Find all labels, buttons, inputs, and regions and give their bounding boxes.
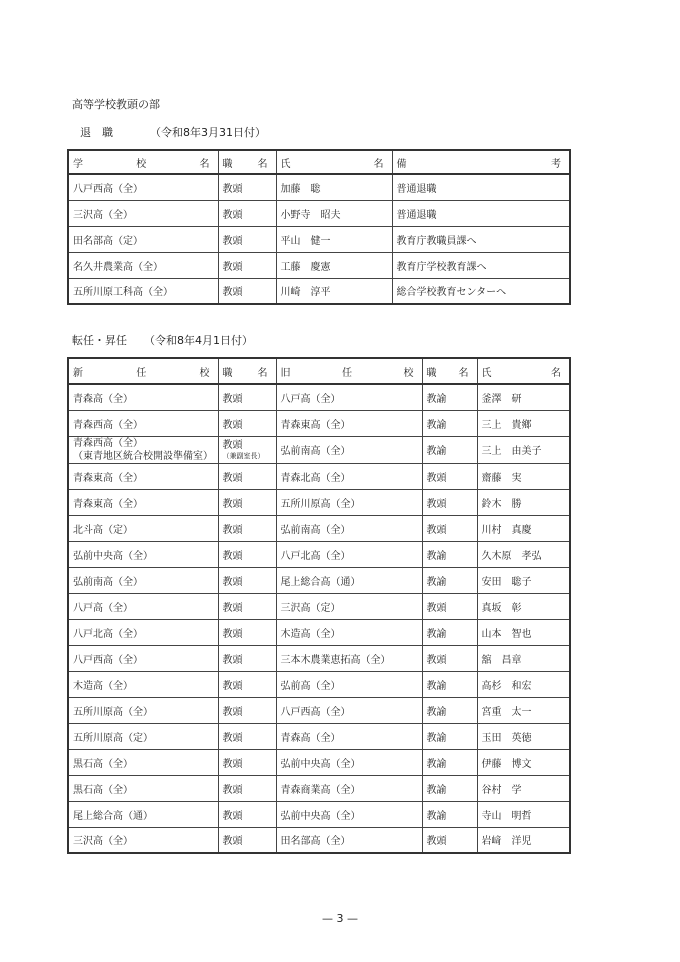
- new-school-cell: 黒石高（全）: [68, 775, 218, 801]
- remarks-cell: 普通退職: [392, 200, 570, 226]
- name-cell: 川村 真慶: [477, 515, 570, 541]
- school-cell: 名久井農業高（全）: [68, 252, 218, 278]
- remarks-cell: 普通退職: [392, 174, 570, 200]
- new-school-cell: 八戸高（全）: [68, 593, 218, 619]
- position-cell: 教頭: [218, 278, 276, 304]
- new-position-cell: 教頭: [218, 489, 276, 515]
- header-char: 名: [257, 367, 268, 379]
- school-cell: 三沢高（全）: [68, 200, 218, 226]
- old-position-cell: 教頭: [422, 463, 477, 489]
- table-row: [68, 174, 570, 200]
- new-position-cell: [218, 436, 276, 463]
- old-position-cell: 教諭: [422, 567, 477, 593]
- name-cell: 工藤 慶憲: [276, 252, 392, 278]
- table-row: [68, 697, 570, 723]
- new-position-cell: 教頭: [218, 410, 276, 436]
- table-header-row: [68, 150, 570, 174]
- table-row: [68, 593, 570, 619]
- old-position-cell: 教諭: [422, 436, 477, 463]
- header-char: 任: [342, 367, 352, 379]
- transfer-date: （令和8年4月1日付）: [144, 334, 253, 347]
- new-position-cell: 教頭: [218, 567, 276, 593]
- header-char: 名: [458, 367, 469, 379]
- new-position-cell-main: 教頭: [222, 439, 243, 451]
- old-position-cell: 教頭: [422, 515, 477, 541]
- position-cell: 教頭: [218, 174, 276, 200]
- old-school-cell: 弘前南高（全）: [276, 515, 422, 541]
- new-school-cell: 八戸北高（全）: [68, 619, 218, 645]
- old-school-cell: 田名部高（全）: [276, 827, 422, 853]
- old-position-cell: 教諭: [422, 775, 477, 801]
- old-school-cell: 弘前南高（全）: [276, 436, 422, 463]
- name-cell: 川崎 淳平: [276, 278, 392, 304]
- old-school-cell: 青森東高（全）: [276, 410, 422, 436]
- header-char: 名: [257, 158, 268, 170]
- new-school-cell: 五所川原高（全）: [68, 697, 218, 723]
- table-row: [68, 723, 570, 749]
- header-char: 氏: [481, 367, 492, 379]
- header-name: [276, 150, 392, 174]
- header-char: 名: [551, 367, 561, 379]
- header-char: 職: [222, 158, 233, 170]
- retirement-heading: 退 職: [80, 126, 113, 139]
- table-row: [68, 567, 570, 593]
- old-position-cell: 教諭: [422, 801, 477, 827]
- name-cell: 山本 智也: [477, 619, 570, 645]
- old-position-cell: 教頭: [422, 489, 477, 515]
- name-cell: 宮重 太一: [477, 697, 570, 723]
- transfer-heading: 転任・昇任: [72, 334, 127, 347]
- remarks-cell: 教育庁教職員課へ: [392, 226, 570, 252]
- old-position-cell: 教諭: [422, 723, 477, 749]
- new-school-cell: 五所川原高（定）: [68, 723, 218, 749]
- header-char: 旧: [280, 367, 291, 379]
- name-cell: 鈴木 勝: [477, 489, 570, 515]
- old-position-cell: 教諭: [422, 697, 477, 723]
- header-position: [218, 150, 276, 174]
- remarks-cell: 総合学校教育センターへ: [392, 278, 570, 304]
- table-row: [68, 410, 570, 436]
- name-cell: 高杉 和宏: [477, 671, 570, 697]
- header-school: [68, 150, 218, 174]
- old-position-cell: 教頭: [422, 645, 477, 671]
- new-position-cell: 教頭: [218, 827, 276, 853]
- header-char: 職: [426, 367, 437, 379]
- name-cell: 寺山 明哲: [477, 801, 570, 827]
- section-title: 高等学校教頭の部: [72, 98, 160, 111]
- header-char: 校: [136, 158, 147, 170]
- name-cell: 真坂 彰: [477, 593, 570, 619]
- transfer-table: [67, 357, 571, 854]
- new-school-cell: 弘前中央高（全）: [68, 541, 218, 567]
- name-cell: 岩﨑 洋児: [477, 827, 570, 853]
- new-position-cell: 教頭: [218, 749, 276, 775]
- old-school-cell: 青森北高（全）: [276, 463, 422, 489]
- old-school-cell: 八戸西高（全）: [276, 697, 422, 723]
- table-row: [68, 801, 570, 827]
- new-school-cell: 八戸西高（全）: [68, 645, 218, 671]
- header-char: 職: [222, 367, 233, 379]
- old-position-cell: 教諭: [422, 541, 477, 567]
- header-remarks: [392, 150, 570, 174]
- name-cell: 釜澤 研: [477, 384, 570, 410]
- new-school-cell: 三沢高（全）: [68, 827, 218, 853]
- table-row: [68, 619, 570, 645]
- table-row: [68, 252, 570, 278]
- table-row: [68, 645, 570, 671]
- header-name: [477, 358, 570, 384]
- header-char: 校: [403, 367, 414, 379]
- old-school-cell: 尾上総合高（通）: [276, 567, 422, 593]
- header-char: 新: [73, 367, 83, 379]
- position-cell: 教頭: [218, 252, 276, 278]
- new-school-cell: 木造高（全）: [68, 671, 218, 697]
- school-cell: 五所川原工科高（全）: [68, 278, 218, 304]
- old-school-cell: 五所川原高（全）: [276, 489, 422, 515]
- header-old-position: [422, 358, 477, 384]
- name-cell: 安田 聡子: [477, 567, 570, 593]
- new-position-cell: 教頭: [218, 801, 276, 827]
- new-school-cell: 北斗高（定）: [68, 515, 218, 541]
- header-char: 校: [199, 367, 210, 379]
- table-row: [68, 384, 570, 410]
- retirement-date: （令和8年3月31日付）: [150, 126, 266, 139]
- new-position-cell: 教頭: [218, 463, 276, 489]
- new-position-cell: 教頭: [218, 619, 276, 645]
- header-old-school: [276, 358, 422, 384]
- name-cell: 谷村 学: [477, 775, 570, 801]
- school-cell: 田名部高（定）: [68, 226, 218, 252]
- old-school-cell: 弘前高（全）: [276, 671, 422, 697]
- new-school-cell: 青森西高（全）: [68, 410, 218, 436]
- position-note: （兼副室長）: [222, 451, 265, 460]
- new-position-cell: 教頭: [218, 541, 276, 567]
- old-school-cell: 青森高（全）: [276, 723, 422, 749]
- name-cell: 舘 昌章: [477, 645, 570, 671]
- new-position-cell: 教頭: [218, 671, 276, 697]
- school-note: （東青地区統合校開設準備室）: [73, 450, 213, 462]
- table-row: [68, 200, 570, 226]
- table-row: [68, 463, 570, 489]
- new-position-cell: 教頭: [218, 775, 276, 801]
- new-school-cell: 尾上総合高（通）: [68, 801, 218, 827]
- old-school-cell: 八戸高（全）: [276, 384, 422, 410]
- table-row: [68, 827, 570, 853]
- new-school-cell: 青森東高（全）: [68, 489, 218, 515]
- new-school-cell: 黒石高（全）: [68, 749, 218, 775]
- old-school-cell: 八戸北高（全）: [276, 541, 422, 567]
- remarks-cell: 教育庁学校教育課へ: [392, 252, 570, 278]
- new-school-cell: [68, 436, 218, 463]
- old-school-cell: 弘前中央高（全）: [276, 749, 422, 775]
- old-school-cell: 弘前中央高（全）: [276, 801, 422, 827]
- name-cell: 久木原 孝弘: [477, 541, 570, 567]
- old-school-cell: 青森商業高（全）: [276, 775, 422, 801]
- name-cell: 平山 健一: [276, 226, 392, 252]
- old-position-cell: 教諭: [422, 671, 477, 697]
- position-cell: 教頭: [218, 226, 276, 252]
- new-position-cell: 教頭: [218, 593, 276, 619]
- table-row: [68, 489, 570, 515]
- new-school-cell: 弘前南高（全）: [68, 567, 218, 593]
- name-cell: 伊藤 博文: [477, 749, 570, 775]
- table-row: [68, 541, 570, 567]
- name-cell: 齋藤 実: [477, 463, 570, 489]
- old-position-cell: 教諭: [422, 384, 477, 410]
- old-position-cell: 教頭: [422, 593, 477, 619]
- header-char: 氏: [280, 158, 291, 170]
- header-char: 学: [73, 158, 83, 170]
- header-new-position: [218, 358, 276, 384]
- name-cell: 三上 由美子: [477, 436, 570, 463]
- table-header-row: [68, 358, 570, 384]
- header-char: 名: [199, 158, 210, 170]
- new-position-cell: 教頭: [218, 645, 276, 671]
- name-cell: 玉田 英徳: [477, 723, 570, 749]
- name-cell: 小野寺 昭夫: [276, 200, 392, 226]
- page-number: — 3 —: [322, 912, 358, 925]
- new-school-cell: 青森東高（全）: [68, 463, 218, 489]
- new-position-cell: 教頭: [218, 515, 276, 541]
- new-position-cell: 教頭: [218, 384, 276, 410]
- old-school-cell: 三沢高（定）: [276, 593, 422, 619]
- new-position-cell: 教頭: [218, 723, 276, 749]
- new-position-cell: 教頭: [218, 697, 276, 723]
- name-cell: 三上 貴鄉: [477, 410, 570, 436]
- table-row: [68, 278, 570, 304]
- header-char: 考: [551, 158, 561, 170]
- old-position-cell: 教諭: [422, 619, 477, 645]
- table-row: [68, 226, 570, 252]
- new-school-cell: 青森高（全）: [68, 384, 218, 410]
- position-cell: 教頭: [218, 200, 276, 226]
- header-char: 名: [373, 158, 384, 170]
- old-school-cell: 三本木農業恵拓高（全）: [276, 645, 422, 671]
- header-char: 任: [136, 367, 147, 379]
- header-new-school: [68, 358, 218, 384]
- old-school-cell: 木造高（全）: [276, 619, 422, 645]
- header-char: 備: [396, 158, 407, 170]
- new-school-cell-main: 青森西高（全）: [73, 437, 143, 449]
- retirement-table: [67, 149, 571, 305]
- table-row: [68, 436, 570, 463]
- old-position-cell: 教諭: [422, 749, 477, 775]
- table-row: [68, 515, 570, 541]
- old-position-cell: 教諭: [422, 410, 477, 436]
- table-row: [68, 749, 570, 775]
- school-cell: 八戸西高（全）: [68, 174, 218, 200]
- table-row: [68, 775, 570, 801]
- old-position-cell: 教頭: [422, 827, 477, 853]
- table-row: [68, 671, 570, 697]
- name-cell: 加藤 聡: [276, 174, 392, 200]
